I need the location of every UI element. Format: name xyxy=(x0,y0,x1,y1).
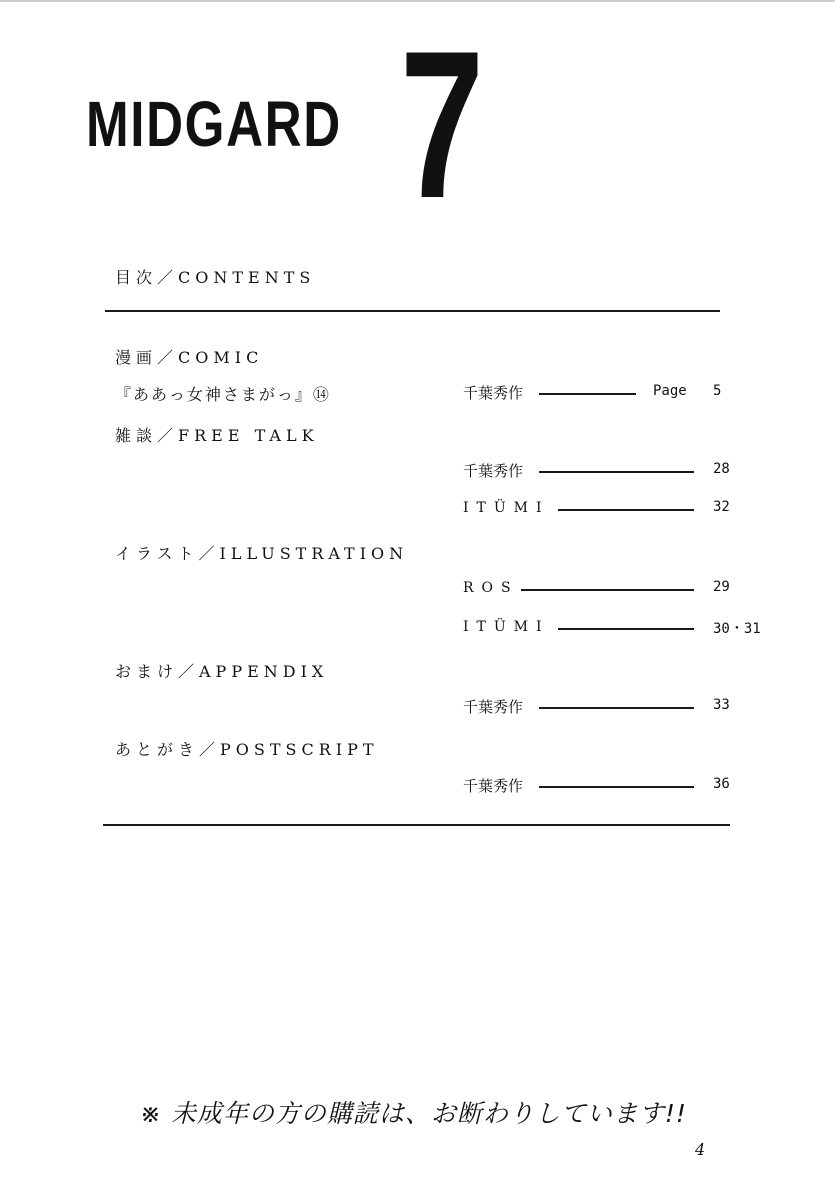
entry-page-number: 5 xyxy=(713,383,722,399)
section-heading-illustration: イラスト／ILLUSTRATION xyxy=(115,544,409,563)
entry-author: ITÜMI xyxy=(463,619,550,635)
section-heading-postscript: あとがき／POSTSCRIPT xyxy=(115,740,379,759)
dot-leader xyxy=(539,393,636,395)
entry-page-number: 32 xyxy=(713,499,730,515)
toc-entry xyxy=(463,696,783,718)
dot-leader xyxy=(539,786,694,788)
page-label: Page xyxy=(653,383,687,399)
section-heading-appendix: おまけ／APPENDIX xyxy=(115,662,329,681)
top-border xyxy=(0,0,835,2)
entry-author: ITÜMI xyxy=(463,500,550,516)
age-restriction-notice: ※ 未成年の方の購読は、お断わりしています!! xyxy=(140,1099,687,1128)
entry-page-number: 29 xyxy=(713,579,730,595)
toc-entry xyxy=(463,617,783,639)
dot-leader xyxy=(521,589,694,591)
entry-page-number: 36 xyxy=(713,776,730,792)
page-number: 4 xyxy=(695,1140,706,1159)
entry-author: 千葉秀作 xyxy=(463,462,524,480)
comic-work-title: 『ああっ女神さまがっ』⑭ xyxy=(115,385,331,404)
dot-leader xyxy=(558,628,694,630)
toc-entry-comic xyxy=(463,382,783,404)
entry-page-number: 28 xyxy=(713,461,730,477)
entry-author: ROS xyxy=(463,580,519,596)
section-heading-comic: 漫画／COMIC xyxy=(115,348,264,367)
entry-author: 千葉秀作 xyxy=(463,777,524,795)
entry-author: 千葉秀作 xyxy=(463,384,524,402)
toc-entry xyxy=(463,460,783,482)
entry-page-number: 33 xyxy=(713,697,730,713)
toc-entry xyxy=(463,498,783,520)
dot-leader xyxy=(539,707,694,709)
contents-heading: 目次／CONTENTS xyxy=(115,268,316,287)
top-divider xyxy=(105,310,720,312)
entry-author: 千葉秀作 xyxy=(463,698,524,716)
magazine-title: MIDGARD xyxy=(86,88,342,160)
dot-leader xyxy=(539,471,694,473)
toc-entry xyxy=(463,775,783,797)
toc-entry xyxy=(463,578,783,600)
dot-leader xyxy=(558,509,694,511)
volume-number: 7 xyxy=(400,7,485,242)
bottom-divider xyxy=(103,824,730,826)
entry-page-number: 30・31 xyxy=(713,621,761,637)
section-heading-free-talk: 雑談／FREE TALK xyxy=(115,426,319,445)
